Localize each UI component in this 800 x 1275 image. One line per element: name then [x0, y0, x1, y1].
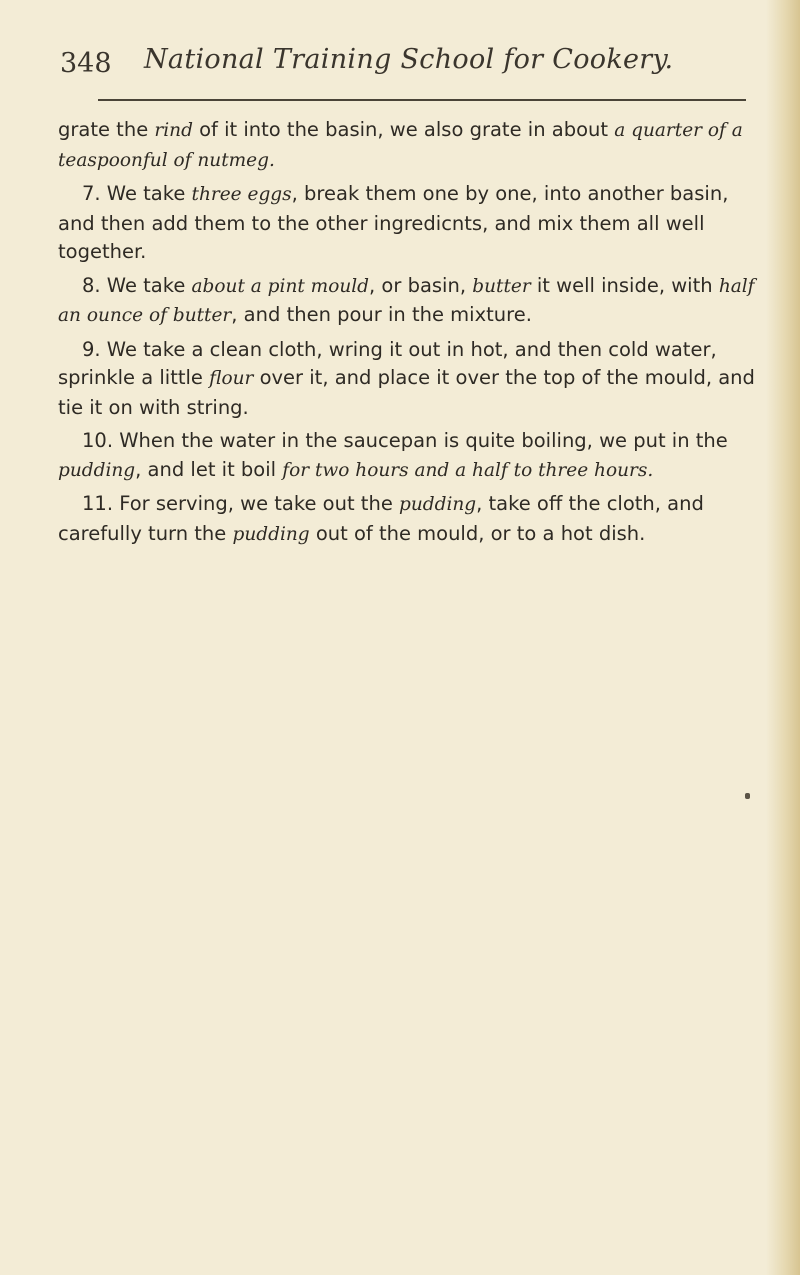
header-rule	[98, 99, 746, 101]
paragraph	[58, 427, 764, 485]
italic-run: rind	[154, 120, 193, 141]
italic-run: pudding	[58, 459, 136, 481]
paragraph	[58, 116, 764, 175]
italic-run: flour	[209, 368, 254, 389]
italic-run: pudding	[232, 523, 310, 545]
page-number: 348	[60, 48, 112, 79]
text-run: over it, and place it over the top of the mould, and tie it on with string.	[58, 366, 755, 419]
italic-run: about a pint mould	[191, 275, 370, 297]
body-text	[58, 116, 764, 554]
italic-run: half an ounce of butter	[58, 275, 755, 326]
italic-run: three eggs	[191, 184, 292, 205]
paragraph	[58, 180, 764, 267]
paragraph	[58, 272, 764, 331]
text-run: it well inside, with	[530, 273, 719, 297]
page-header	[60, 42, 760, 94]
italic-run: butter	[472, 275, 531, 297]
text-run: , take off the cloth, and carefully turn the	[58, 492, 704, 545]
text-run: 8. We take	[82, 273, 192, 297]
paragraph	[58, 490, 764, 549]
text-run: , and let it boil	[135, 457, 283, 481]
italic-run: a quarter of a teaspoonful of nutmeg.	[58, 120, 743, 171]
text-run: of it into the basin, we also grate in about	[192, 118, 615, 141]
text-run: grate the	[58, 118, 155, 141]
paragraph	[58, 336, 764, 423]
text-run: out of the mould, or to a hot dish.	[309, 521, 646, 545]
running-title: National Training School for Cookery.	[144, 44, 674, 75]
text-run: 9. We take a clean cloth, wring it out in hot, and then cold water, sprinkle a little	[58, 337, 717, 389]
text-run: 11. For serving, we take out the	[82, 492, 400, 515]
text-run: , or basin,	[369, 273, 473, 297]
text-run: , break them one by one, into another basin, and then add them to the other ingredicnts, and mix them all well together.	[58, 182, 729, 263]
text-run: , and then pour in the mixture.	[231, 303, 532, 326]
italic-run: pudding	[399, 494, 477, 515]
italic-run: for two hours and a half to three hours.	[282, 459, 654, 481]
text-run: 7. We take	[82, 182, 192, 205]
page-edge-shading	[766, 0, 800, 1275]
text-run: 10. When the water in the saucepan is quite boiling, we put in the	[82, 429, 728, 452]
ink-speck	[745, 793, 750, 799]
